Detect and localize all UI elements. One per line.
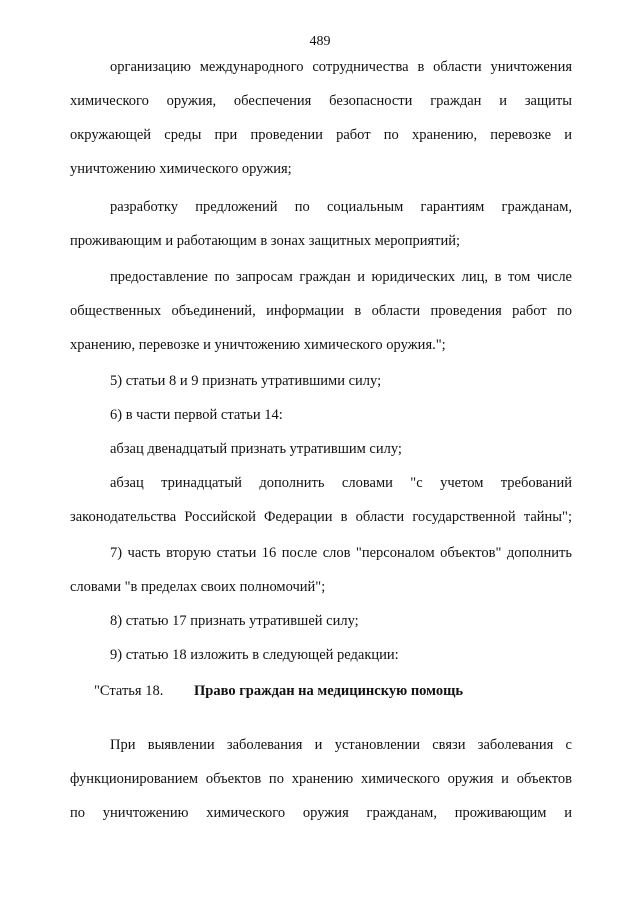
text-line: химического оружия, обеспечения безопасности граждан и защиты [70,93,572,109]
text-line: законодательства Российской Федерации в области государственной тайны"; [70,509,572,525]
list-item: 6) в части первой статьи 14: [110,407,283,423]
text-line: При выявлении заболевания и установлении связи заболевания с [110,737,572,753]
article-title: Право граждан на медицинскую помощь [194,683,463,699]
list-item: 9) статью 18 изложить в следующей редакции: [110,647,399,663]
text-line: по уничтожению химического оружия гражданам, проживающим и [70,805,572,821]
text-line: словами "в пределах своих полномочий"; [70,579,326,595]
text-line: общественных объединений, информации в области проведения работ по [70,303,572,319]
text-line: разработку предложений по социальным гарантиям гражданам, [110,199,572,215]
text-line: абзац двенадцатый признать утратившим силу; [110,441,402,457]
list-item: 8) статью 17 признать утратившей силу; [110,613,359,629]
article-number: "Статья 18. [94,683,164,699]
text-line: предоставление по запросам граждан и юридических лиц, в том числе [110,269,572,285]
list-item: 5) статьи 8 и 9 признать утратившими силу; [110,373,382,389]
text-line: организацию международного сотрудничества в области уничтожения [110,59,572,75]
text-line: функционированием объектов по хранению химического оружия и объектов [70,771,572,787]
list-item: 7) часть вторую статьи 16 после слов "персоналом объектов" дополнить [110,545,572,561]
text-line: проживающим и работающим в зонах защитных мероприятий; [70,233,461,249]
text-line: абзац тринадцатый дополнить словами "с учетом требований [110,475,572,491]
page-number: 489 [309,34,331,49]
text-line: уничтожению химического оружия; [70,161,292,177]
text-line: хранению, перевозке и уничтожению химического оружия."; [70,337,446,353]
article-heading [94,682,594,700]
text-line: окружающей среды при проведении работ по хранению, перевозке и [70,127,572,143]
